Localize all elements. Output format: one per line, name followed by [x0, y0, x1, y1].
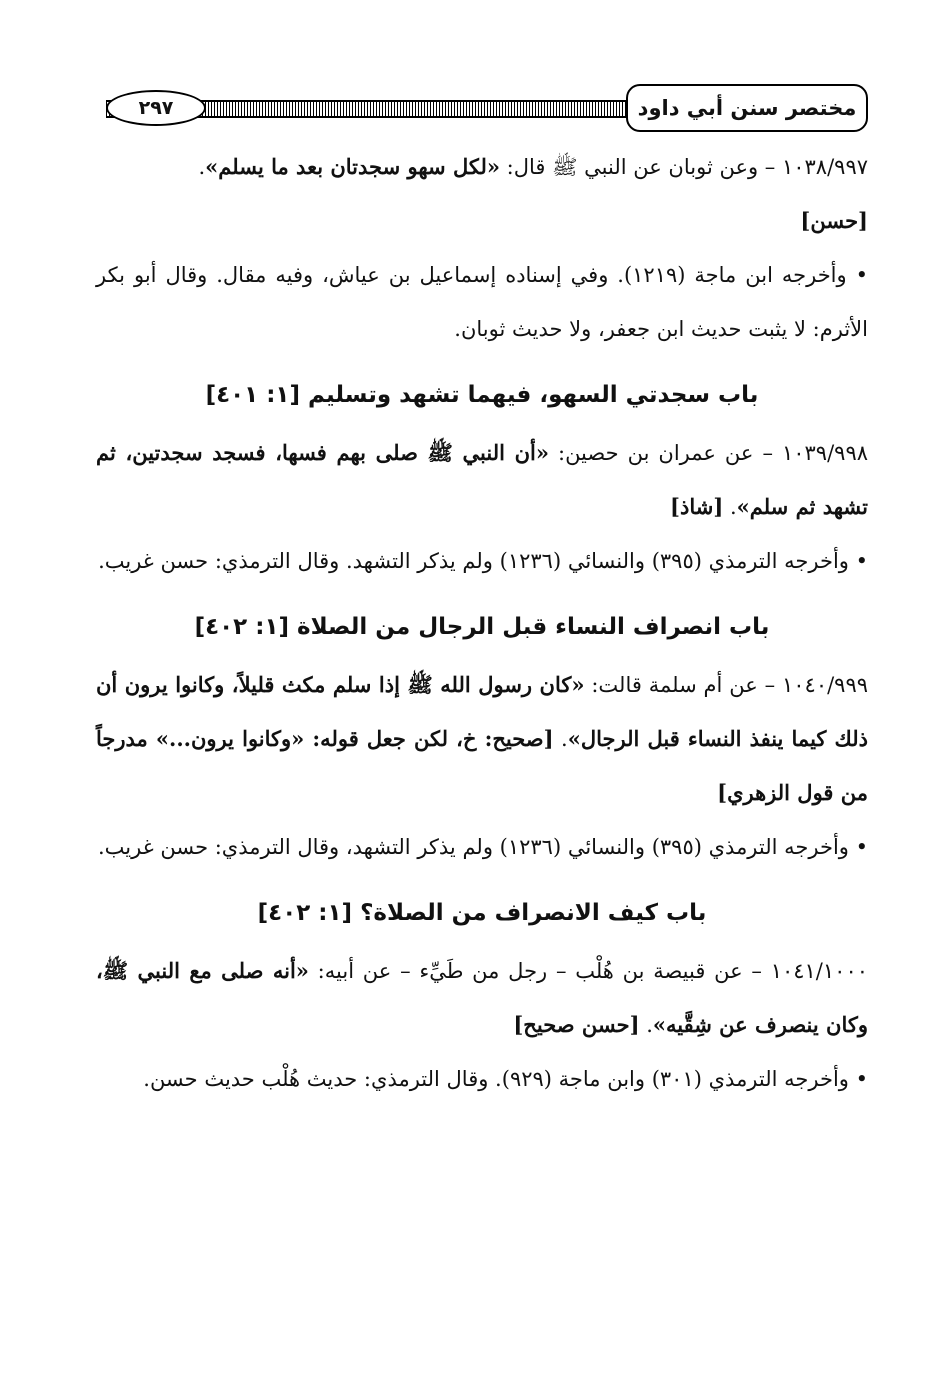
hadith-1039-takhrij: • وأخرجه الترمذي (٣٩٥) والنسائي (١٢٣٦) ولم يذكر التشهد. وقال الترمذي: حسن غريب. — [98, 549, 868, 573]
chapter-heading-1: باب سجدتي السهو، فيهما تشهد وتسليم [١: ٤٠١] — [205, 382, 759, 408]
page-header — [96, 78, 868, 130]
hadith-1041-quote: «أنه صلى مع النبي ﷺ، وكان ينصرف عن شِقَّيه» — [96, 958, 868, 1037]
hadith-1040-takhrij: • وأخرجه الترمذي (٣٩٥) والنسائي (١٢٣٦) ولم يذكر التشهد، وقال الترمذي: حسن غريب. — [97, 835, 868, 859]
hadith-1038-takhrij: • وأخرجه ابن ماجة (١٢١٩). وفي إسناده إسماعيل بن عياش، وفيه مقال. وقال أبو بكر الأثرم: لا يثبت حديث ابن جعفر، ولا حديث ثوبان. — [96, 263, 868, 341]
hadith-1039-suffix: . — [723, 495, 737, 519]
hadith-1038 — [96, 140, 868, 194]
hadith-1038-grade-line — [96, 194, 868, 248]
hadith-1039 — [96, 426, 868, 534]
book-title: مختصر سنن أبي داود — [626, 84, 868, 132]
hadith-1038-grade: [حسن] — [800, 208, 868, 233]
chapter-heading-2: باب انصراف النساء قبل الرجال من الصلاة [١: ٤٠٢] — [194, 614, 770, 640]
hadith-1040-suffix: . — [553, 727, 568, 751]
chapter-heading-3: باب كيف الانصراف من الصلاة؟ [١: ٤٠٢] — [257, 900, 707, 926]
hadith-1041-suffix: . — [639, 1013, 653, 1037]
hadith-1041 — [96, 944, 868, 1052]
hadith-1039-grade: [شاذ] — [670, 494, 724, 519]
hadith-1038-quote: «لكل سهو سجدتان بعد ما يسلم» — [205, 154, 500, 179]
hadith-1038-suffix: . — [198, 155, 206, 179]
hadith-1040 — [96, 658, 868, 820]
hadith-1040-quote: «كان رسول الله ﷺ إذا سلم مكث قليلاً، وكانوا يرون أن ذلك كيما ينفذ النساء قبل الرجال» — [96, 672, 868, 751]
hadith-1040-prefix: ١٠٤٠/٩٩٩ – عن أم سلمة قالت: — [584, 673, 869, 697]
page-body — [96, 140, 868, 1106]
hadith-1039-quote: «أن النبي ﷺ صلى بهم فسها، فسجد سجدتين، ثم تشهد ثم سلم» — [96, 440, 868, 519]
hadith-1038-prefix: ١٠٣٨/٩٩٧ – وعن ثوبان عن النبي ﷺ قال: — [499, 155, 868, 179]
hadith-1041-grade: [حسن صحيح] — [513, 1012, 640, 1037]
hadith-1039-prefix: ١٠٣٩/٩٩٨ – عن عمران بن حصين: — [548, 441, 868, 465]
hadith-1041-takhrij: • وأخرجه الترمذي (٣٠١) وابن ماجة (٩٢٩). وقال الترمذي: حديث هُلْب حديث حسن. — [143, 1067, 868, 1091]
hadith-1040-grade: [صحيح: خ، لكن جعل قوله: «وكانوا يرون...» مدرجاً من قول الزهري] — [96, 726, 868, 805]
hadith-1041-prefix: ١٠٤١/١٠٠٠ – عن قبيصة بن هُلْب – رجل من طَيِّء – عن أبيه: — [308, 959, 868, 983]
page-number: ٢٩٧ — [106, 90, 206, 126]
